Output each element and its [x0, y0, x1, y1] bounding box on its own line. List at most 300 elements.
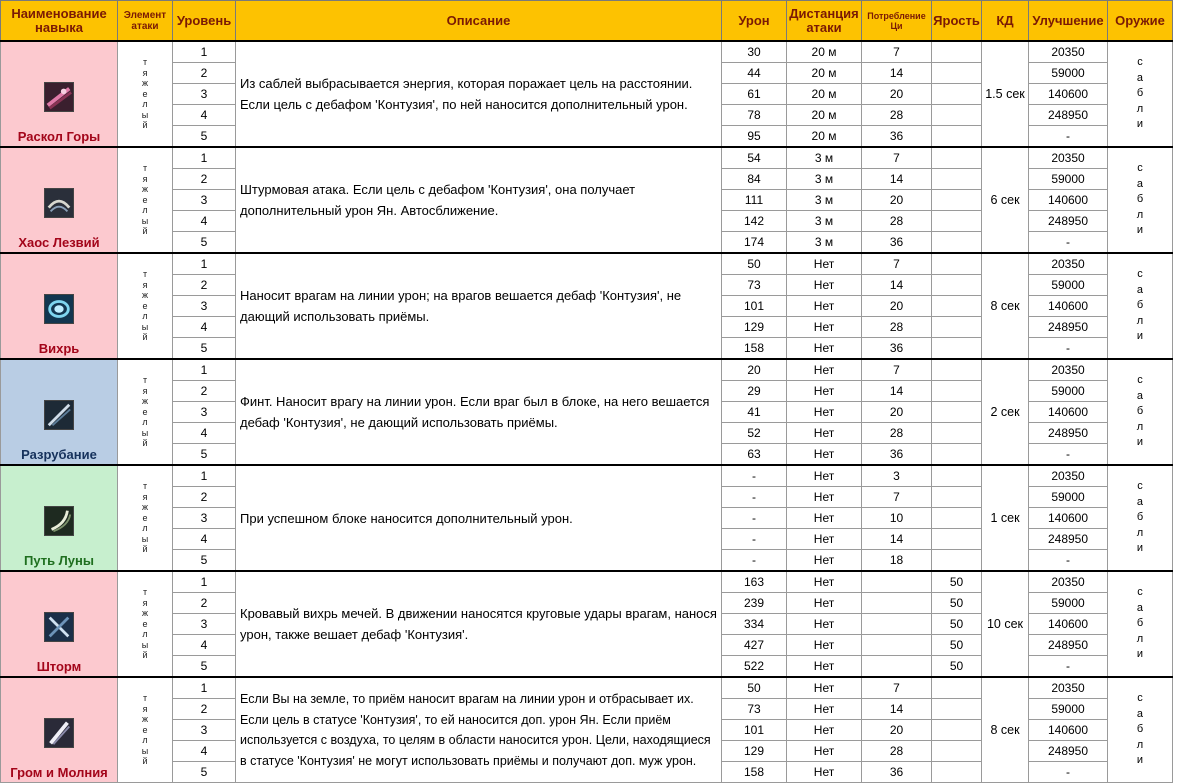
- rage-cell: [932, 253, 982, 275]
- weapon-letter: а: [1136, 177, 1144, 190]
- element-cell: [118, 465, 173, 571]
- qi-cell: 14: [862, 169, 932, 190]
- level-cell: 1: [173, 253, 236, 275]
- qi-cell: 14: [862, 275, 932, 296]
- element-letter: т: [142, 57, 148, 67]
- element-letter: ж: [141, 78, 149, 88]
- element-letter: т: [142, 693, 148, 703]
- table-row: [1, 41, 1173, 63]
- element-letter: е: [142, 618, 148, 629]
- qi-cell: 20: [862, 296, 932, 317]
- header-name: Наименование навыка: [1, 1, 118, 42]
- cd-cell: 1 сек: [982, 465, 1029, 571]
- table-row: [1, 677, 1173, 699]
- upgrade-cell: -: [1029, 656, 1108, 678]
- weapon-letter: а: [1136, 707, 1144, 720]
- element-letter: й: [142, 120, 148, 130]
- qi-cell: 7: [862, 147, 932, 169]
- element-letter: л: [142, 523, 148, 533]
- weapon-vertical-text: [1137, 585, 1143, 663]
- qi-cell: [862, 571, 932, 593]
- cd-cell: 6 сек: [982, 147, 1029, 253]
- skills-body: [1, 41, 1173, 783]
- upgrade-cell: 248950: [1029, 635, 1108, 656]
- level-cell: 3: [173, 508, 236, 529]
- cleave-skill-icon: [44, 400, 74, 430]
- damage-cell: -: [722, 529, 787, 550]
- distance-cell: Нет: [787, 423, 862, 444]
- distance-cell: Нет: [787, 656, 862, 678]
- element-letter: й: [142, 332, 148, 342]
- element-letter: л: [142, 205, 148, 215]
- element-letter: е: [142, 406, 148, 417]
- level-cell: 3: [173, 614, 236, 635]
- weapon-cell: [1108, 41, 1173, 147]
- distance-cell: 3 м: [787, 169, 862, 190]
- level-cell: 1: [173, 359, 236, 381]
- level-cell: 2: [173, 381, 236, 402]
- table-row: [1, 465, 1173, 487]
- rage-cell: [932, 762, 982, 783]
- thunder-lightning-skill-icon: [44, 718, 74, 748]
- weapon-letter: л: [1136, 632, 1144, 645]
- element-letter: й: [142, 544, 148, 554]
- skill-name-cell: [1, 147, 118, 253]
- upgrade-cell: 248950: [1029, 423, 1108, 444]
- damage-cell: 129: [722, 317, 787, 338]
- damage-cell: 73: [722, 699, 787, 720]
- element-letter: ы: [141, 427, 149, 438]
- header-element: Элемент атаки: [118, 1, 173, 42]
- skill-name-cell: [1, 571, 118, 677]
- element-letter: ж: [141, 608, 149, 618]
- damage-cell: -: [722, 508, 787, 529]
- upgrade-cell: -: [1029, 338, 1108, 360]
- qi-cell: 18: [862, 550, 932, 572]
- distance-cell: Нет: [787, 296, 862, 317]
- element-letter: й: [142, 756, 148, 766]
- level-cell: 3: [173, 402, 236, 423]
- qi-cell: 36: [862, 126, 932, 148]
- qi-cell: 10: [862, 508, 932, 529]
- weapon-letter: и: [1136, 118, 1144, 131]
- level-cell: 4: [173, 529, 236, 550]
- qi-cell: 28: [862, 317, 932, 338]
- element-letter: т: [142, 587, 148, 597]
- damage-cell: 239: [722, 593, 787, 614]
- damage-cell: 20: [722, 359, 787, 381]
- rage-cell: [932, 105, 982, 126]
- element-letter: е: [142, 88, 148, 99]
- header-distance: Дистанция атаки: [787, 1, 862, 42]
- weapon-letter: л: [1136, 314, 1144, 327]
- qi-cell: 14: [862, 63, 932, 84]
- level-cell: 4: [173, 211, 236, 232]
- element-letter: ы: [141, 215, 149, 226]
- blade-chaos-skill-icon: [44, 188, 74, 218]
- distance-cell: Нет: [787, 359, 862, 381]
- element-letter: е: [142, 512, 148, 523]
- element-letter: я: [142, 385, 148, 396]
- rage-cell: [932, 190, 982, 211]
- element-letter: я: [142, 703, 148, 714]
- description-cell: При успешном блоке наносится дополнительный урон.: [236, 465, 722, 571]
- element-letter: ы: [141, 321, 149, 332]
- upgrade-cell: 140600: [1029, 402, 1108, 423]
- damage-cell: 101: [722, 296, 787, 317]
- weapon-letter: с: [1137, 268, 1143, 281]
- table-row: [1, 147, 1173, 169]
- rage-cell: [932, 487, 982, 508]
- qi-cell: 20: [862, 84, 932, 105]
- weapon-letter: б: [1136, 723, 1144, 736]
- rage-cell: [932, 84, 982, 105]
- distance-cell: Нет: [787, 635, 862, 656]
- element-letter: ж: [141, 290, 149, 300]
- weapon-vertical-text: [1137, 373, 1143, 451]
- level-cell: 5: [173, 338, 236, 360]
- weapon-letter: с: [1137, 692, 1143, 705]
- weapon-letter: л: [1136, 208, 1144, 221]
- upgrade-cell: 59000: [1029, 169, 1108, 190]
- damage-cell: 142: [722, 211, 787, 232]
- skill-name: Путь Луны: [23, 553, 94, 568]
- description-cell: Если Вы на земле, то приём наносит врагам на линии урон и отбрасывает их. Если цель в статусе 'Контузия', то ей наносится доп. урон Ян. Если приём используется с воздуха, то целям в области наносится урон. Цели, находящиеся в статусе 'Контузия' не могут использовать приёмы и получают доп. муж урон.: [236, 677, 722, 783]
- element-letter: й: [142, 650, 148, 660]
- rage-cell: [932, 741, 982, 762]
- level-cell: 2: [173, 169, 236, 190]
- element-vertical-text: [142, 163, 148, 237]
- damage-cell: 54: [722, 147, 787, 169]
- weapon-cell: [1108, 359, 1173, 465]
- rage-cell: [932, 126, 982, 148]
- level-cell: 2: [173, 63, 236, 84]
- distance-cell: Нет: [787, 317, 862, 338]
- upgrade-cell: 20350: [1029, 571, 1108, 593]
- element-letter: т: [142, 375, 148, 385]
- upgrade-cell: 140600: [1029, 190, 1108, 211]
- weapon-cell: [1108, 465, 1173, 571]
- damage-cell: 174: [722, 232, 787, 254]
- header-qi: Потребление Ци: [862, 1, 932, 42]
- rage-cell: [932, 338, 982, 360]
- table-row: [1, 571, 1173, 593]
- element-cell: [118, 359, 173, 465]
- rage-cell: [932, 508, 982, 529]
- qi-cell: 20: [862, 720, 932, 741]
- distance-cell: Нет: [787, 571, 862, 593]
- rage-cell: [932, 550, 982, 572]
- qi-cell: 7: [862, 677, 932, 699]
- rage-cell: [932, 465, 982, 487]
- level-cell: 1: [173, 677, 236, 699]
- upgrade-cell: 248950: [1029, 741, 1108, 762]
- element-letter: я: [142, 67, 148, 78]
- cd-cell: 10 сек: [982, 571, 1029, 677]
- element-letter: е: [142, 194, 148, 205]
- skill-name: Раскол Горы: [17, 129, 101, 144]
- rage-cell: 50: [932, 656, 982, 678]
- level-cell: 3: [173, 190, 236, 211]
- upgrade-cell: -: [1029, 126, 1108, 148]
- header-level: Уровень: [173, 1, 236, 42]
- weapon-vertical-text: [1137, 161, 1143, 239]
- qi-cell: 7: [862, 487, 932, 508]
- level-cell: 2: [173, 275, 236, 296]
- distance-cell: Нет: [787, 614, 862, 635]
- damage-cell: -: [722, 487, 787, 508]
- element-letter: е: [142, 724, 148, 735]
- table-row: [1, 359, 1173, 381]
- damage-cell: 63: [722, 444, 787, 466]
- weapon-vertical-text: [1137, 691, 1143, 769]
- element-letter: ы: [141, 639, 149, 650]
- upgrade-cell: 248950: [1029, 211, 1108, 232]
- level-cell: 4: [173, 423, 236, 444]
- weapon-letter: б: [1136, 299, 1144, 312]
- header-weapon: Оружие: [1108, 1, 1173, 42]
- rage-cell: [932, 147, 982, 169]
- upgrade-cell: 140600: [1029, 614, 1108, 635]
- element-letter: я: [142, 279, 148, 290]
- rage-cell: [932, 423, 982, 444]
- weapon-letter: б: [1136, 617, 1144, 630]
- element-letter: ж: [141, 396, 149, 406]
- rage-cell: [932, 402, 982, 423]
- distance-cell: Нет: [787, 593, 862, 614]
- distance-cell: Нет: [787, 741, 862, 762]
- level-cell: 4: [173, 317, 236, 338]
- cd-cell: 8 сек: [982, 253, 1029, 359]
- weapon-letter: и: [1136, 330, 1144, 343]
- cd-cell: 1.5 сек: [982, 41, 1029, 147]
- distance-cell: Нет: [787, 465, 862, 487]
- weapon-letter: а: [1136, 601, 1144, 614]
- upgrade-cell: 20350: [1029, 677, 1108, 699]
- qi-cell: [862, 635, 932, 656]
- element-letter: л: [142, 629, 148, 639]
- level-cell: 2: [173, 699, 236, 720]
- element-letter: я: [142, 491, 148, 502]
- distance-cell: 3 м: [787, 147, 862, 169]
- distance-cell: 3 м: [787, 211, 862, 232]
- header-damage: Урон: [722, 1, 787, 42]
- element-cell: [118, 571, 173, 677]
- weapon-letter: а: [1136, 71, 1144, 84]
- rage-cell: [932, 275, 982, 296]
- rage-cell: [932, 169, 982, 190]
- weapon-letter: л: [1136, 420, 1144, 433]
- element-letter: ж: [141, 184, 149, 194]
- damage-cell: 29: [722, 381, 787, 402]
- damage-cell: 95: [722, 126, 787, 148]
- weapon-letter: с: [1137, 162, 1143, 175]
- damage-cell: 50: [722, 253, 787, 275]
- rage-cell: [932, 699, 982, 720]
- distance-cell: Нет: [787, 677, 862, 699]
- level-cell: 1: [173, 465, 236, 487]
- skill-name-cell: [1, 359, 118, 465]
- weapon-letter: а: [1136, 389, 1144, 402]
- skill-name-cell: [1, 253, 118, 359]
- weapon-letter: б: [1136, 405, 1144, 418]
- element-cell: [118, 677, 173, 783]
- damage-cell: 158: [722, 762, 787, 783]
- upgrade-cell: 59000: [1029, 593, 1108, 614]
- qi-cell: 20: [862, 190, 932, 211]
- distance-cell: Нет: [787, 720, 862, 741]
- upgrade-cell: -: [1029, 762, 1108, 783]
- upgrade-cell: -: [1029, 550, 1108, 572]
- level-cell: 1: [173, 41, 236, 63]
- level-cell: 5: [173, 444, 236, 466]
- element-vertical-text: [142, 269, 148, 343]
- distance-cell: Нет: [787, 275, 862, 296]
- level-cell: 5: [173, 656, 236, 678]
- element-vertical-text: [142, 481, 148, 555]
- rage-cell: [932, 444, 982, 466]
- distance-cell: Нет: [787, 444, 862, 466]
- damage-cell: 111: [722, 190, 787, 211]
- upgrade-cell: 140600: [1029, 508, 1108, 529]
- level-cell: 3: [173, 84, 236, 105]
- damage-cell: 78: [722, 105, 787, 126]
- distance-cell: 20 м: [787, 41, 862, 63]
- qi-cell: 36: [862, 232, 932, 254]
- damage-cell: 61: [722, 84, 787, 105]
- table-row: [1, 253, 1173, 275]
- weapon-letter: с: [1137, 374, 1143, 387]
- weapon-cell: [1108, 253, 1173, 359]
- level-cell: 4: [173, 741, 236, 762]
- upgrade-cell: 59000: [1029, 275, 1108, 296]
- rage-cell: [932, 381, 982, 402]
- rage-cell: 50: [932, 635, 982, 656]
- rage-cell: 50: [932, 571, 982, 593]
- distance-cell: Нет: [787, 508, 862, 529]
- weapon-cell: [1108, 147, 1173, 253]
- element-letter: л: [142, 417, 148, 427]
- qi-cell: 14: [862, 381, 932, 402]
- damage-cell: 44: [722, 63, 787, 84]
- damage-cell: 427: [722, 635, 787, 656]
- damage-cell: 50: [722, 677, 787, 699]
- element-letter: е: [142, 300, 148, 311]
- qi-cell: 36: [862, 444, 932, 466]
- damage-cell: 41: [722, 402, 787, 423]
- element-vertical-text: [142, 693, 148, 767]
- qi-cell: 28: [862, 741, 932, 762]
- distance-cell: Нет: [787, 338, 862, 360]
- weapon-vertical-text: [1137, 479, 1143, 557]
- element-letter: л: [142, 735, 148, 745]
- level-cell: 4: [173, 105, 236, 126]
- weapon-letter: б: [1136, 511, 1144, 524]
- qi-cell: 36: [862, 762, 932, 783]
- level-cell: 5: [173, 126, 236, 148]
- upgrade-cell: 248950: [1029, 317, 1108, 338]
- upgrade-cell: 20350: [1029, 41, 1108, 63]
- weapon-letter: и: [1136, 542, 1144, 555]
- element-letter: ж: [141, 502, 149, 512]
- qi-cell: 7: [862, 253, 932, 275]
- weapon-cell: [1108, 677, 1173, 783]
- qi-cell: 28: [862, 423, 932, 444]
- skill-name: Шторм: [36, 659, 82, 674]
- distance-cell: Нет: [787, 762, 862, 783]
- damage-cell: 52: [722, 423, 787, 444]
- distance-cell: Нет: [787, 381, 862, 402]
- element-letter: й: [142, 226, 148, 236]
- weapon-letter: а: [1136, 495, 1144, 508]
- upgrade-cell: 59000: [1029, 381, 1108, 402]
- qi-cell: 7: [862, 41, 932, 63]
- element-letter: л: [142, 311, 148, 321]
- skill-name-cell: [1, 677, 118, 783]
- distance-cell: Нет: [787, 487, 862, 508]
- upgrade-cell: 140600: [1029, 720, 1108, 741]
- distance-cell: 20 м: [787, 84, 862, 105]
- rage-cell: [932, 41, 982, 63]
- rage-cell: [932, 211, 982, 232]
- damage-cell: 163: [722, 571, 787, 593]
- damage-cell: 158: [722, 338, 787, 360]
- skill-name-cell: [1, 41, 118, 147]
- qi-cell: 14: [862, 699, 932, 720]
- header-row: [1, 1, 1173, 42]
- skill-name: Вихрь: [38, 341, 80, 356]
- level-cell: 2: [173, 487, 236, 508]
- element-cell: [118, 253, 173, 359]
- level-cell: 1: [173, 147, 236, 169]
- storm-skill-icon: [44, 612, 74, 642]
- element-letter: т: [142, 163, 148, 173]
- description-cell: Из саблей выбрасывается энергия, которая поражает цель на расстоянии. Если цель с дебафом 'Контузия', по ней наносится дополнительный урон.: [236, 41, 722, 147]
- element-cell: [118, 147, 173, 253]
- damage-cell: 129: [722, 741, 787, 762]
- cd-cell: 8 сек: [982, 677, 1029, 783]
- damage-cell: 84: [722, 169, 787, 190]
- rage-cell: [932, 529, 982, 550]
- level-cell: 3: [173, 720, 236, 741]
- description-cell: Финт. Наносит врагу на линии урон. Если враг был в блоке, на него вешается дебаф 'Контузия', не дающий использовать приёмы.: [236, 359, 722, 465]
- distance-cell: Нет: [787, 529, 862, 550]
- distance-cell: Нет: [787, 699, 862, 720]
- weapon-letter: с: [1137, 480, 1143, 493]
- level-cell: 3: [173, 296, 236, 317]
- level-cell: 2: [173, 593, 236, 614]
- weapon-letter: и: [1136, 224, 1144, 237]
- weapon-cell: [1108, 571, 1173, 677]
- qi-cell: 28: [862, 211, 932, 232]
- damage-cell: 334: [722, 614, 787, 635]
- upgrade-cell: -: [1029, 232, 1108, 254]
- element-letter: й: [142, 438, 148, 448]
- distance-cell: 20 м: [787, 63, 862, 84]
- weapon-letter: и: [1136, 648, 1144, 661]
- distance-cell: Нет: [787, 402, 862, 423]
- rage-cell: [932, 232, 982, 254]
- weapon-letter: л: [1136, 738, 1144, 751]
- skill-name: Гром и Молния: [10, 765, 108, 780]
- rage-cell: [932, 317, 982, 338]
- skill-name: Разрубание: [21, 447, 97, 462]
- level-cell: 1: [173, 571, 236, 593]
- element-letter: я: [142, 597, 148, 608]
- description-cell: Наносит врагам на линии урон; на врагов вешается дебаф 'Контузия', не дающий использовать приёмы.: [236, 253, 722, 359]
- upgrade-cell: 248950: [1029, 529, 1108, 550]
- element-letter: л: [142, 99, 148, 109]
